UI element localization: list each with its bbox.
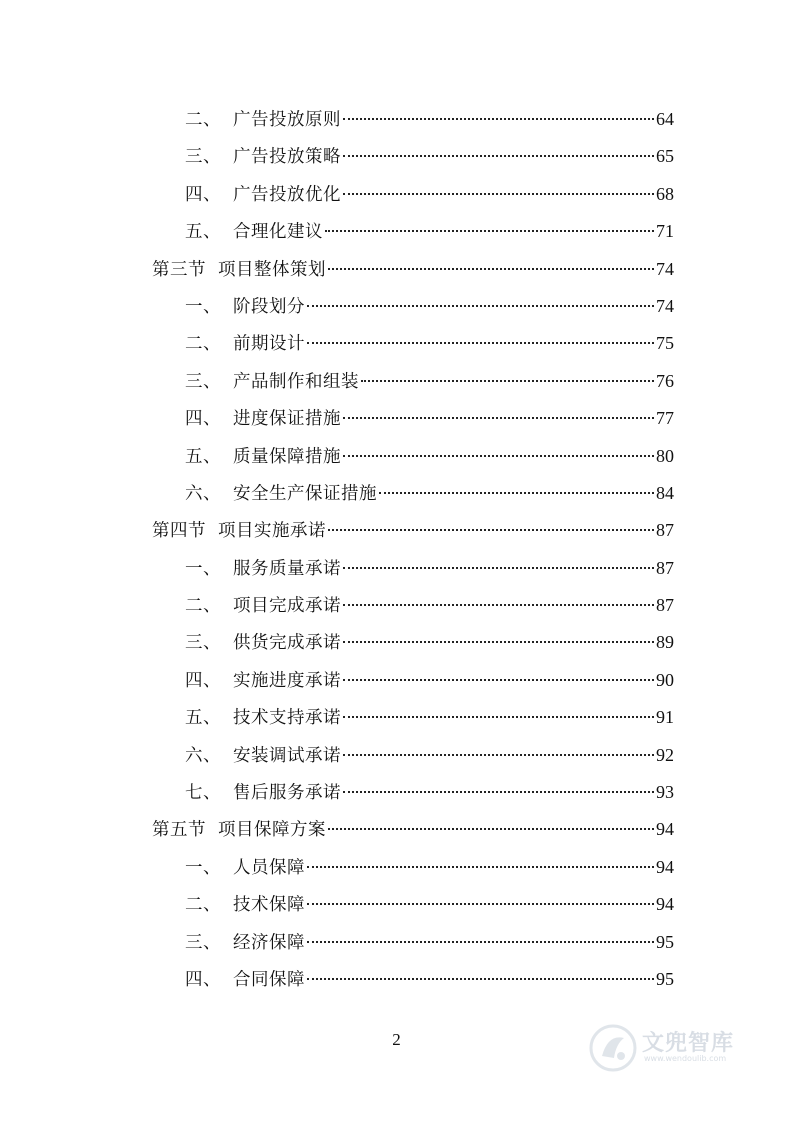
- toc-entry-number: 二、: [185, 334, 221, 355]
- toc-entry[interactable]: [152, 924, 674, 961]
- toc-entry-page: 64: [656, 109, 674, 129]
- toc-entry-number: 第四节: [152, 521, 206, 542]
- toc-dot-leader: [307, 978, 654, 980]
- toc-dot-leader: [343, 193, 654, 195]
- toc-entry-label: [185, 177, 341, 214]
- toc-entry[interactable]: [152, 213, 674, 250]
- toc-entry-number: 四、: [185, 670, 221, 691]
- toc-entry[interactable]: [152, 325, 674, 362]
- toc-entry-number: 二、: [185, 596, 221, 617]
- toc-entry-label: [185, 925, 305, 962]
- toc-dot-leader: [343, 118, 654, 120]
- toc-dot-leader: [328, 529, 654, 531]
- toc-entry-number: 三、: [185, 371, 221, 392]
- toc-entry-page: 87: [656, 520, 674, 541]
- toc-entry-label: [185, 289, 305, 326]
- toc-entry-title: 实施进度承诺: [233, 670, 341, 691]
- toc-entry-label: [185, 775, 341, 812]
- toc-entry-page: 84: [656, 482, 674, 503]
- toc-dot-leader: [325, 230, 654, 232]
- toc-entry-title: 技术支持承诺: [233, 708, 341, 729]
- toc-entry[interactable]: [152, 438, 674, 475]
- toc-entry-number: 第三节: [152, 259, 206, 280]
- toc-entry-title: 合同保障: [233, 969, 305, 990]
- toc-dot-leader: [343, 716, 654, 718]
- toc-dot-leader: [307, 941, 654, 943]
- toc-entry-label: [185, 214, 323, 251]
- toc-entry-number: 五、: [185, 446, 221, 467]
- toc-entry[interactable]: [152, 774, 674, 811]
- watermark-brand: 文兜智库: [642, 1031, 735, 1056]
- toc-entry-title: 产品制作和组装: [233, 371, 359, 392]
- toc-dot-leader: [343, 604, 654, 606]
- toc-entry-page: 77: [656, 408, 674, 429]
- toc-entry-label: [152, 513, 326, 550]
- toc-dot-leader: [328, 268, 654, 270]
- toc-section-entry[interactable]: [152, 251, 674, 288]
- toc-entry-page: 94: [656, 856, 674, 877]
- toc-entry-label: [185, 663, 341, 700]
- toc-dot-leader: [307, 866, 654, 868]
- toc-entry[interactable]: [152, 400, 674, 437]
- toc-entry-title: 项目完成承诺: [233, 596, 341, 617]
- toc-entry-title: 项目整体策划: [218, 259, 326, 280]
- toc-entry-page: 65: [656, 146, 674, 167]
- toc-dot-leader: [343, 791, 654, 793]
- toc-entry-number: 一、: [185, 857, 221, 878]
- toc-entry-label: [185, 625, 341, 662]
- toc-dot-leader: [361, 380, 654, 382]
- toc-dot-leader: [343, 567, 654, 569]
- toc-entry[interactable]: [152, 624, 674, 661]
- toc-entry-page: 95: [656, 968, 674, 989]
- toc-entry-number: 六、: [185, 483, 221, 504]
- toc-entry-title: 阶段划分: [233, 296, 305, 317]
- toc-entry-title: 广告投放原则: [233, 110, 341, 130]
- toc-entry-number: 第五节: [152, 820, 206, 841]
- toc-entry-number: 四、: [185, 969, 221, 990]
- toc-entry-page: 71: [656, 221, 674, 242]
- toc-entry-number: 四、: [185, 409, 221, 430]
- toc-entry-label: [185, 962, 305, 999]
- toc-entry-label: [185, 850, 305, 887]
- toc-entry-number: 三、: [185, 147, 221, 168]
- toc-entry-page: 94: [656, 894, 674, 915]
- toc-entry-number: 七、: [185, 783, 221, 804]
- toc-entry-page: 74: [656, 258, 674, 279]
- toc-entry-page: 75: [656, 333, 674, 354]
- toc-entry-label: [185, 887, 305, 924]
- toc-dot-leader: [307, 305, 654, 307]
- toc-entry-label: [185, 139, 341, 176]
- toc-entry-title: 人员保障: [233, 857, 305, 878]
- toc-entry-label: [152, 252, 326, 289]
- toc-entry-title: 售后服务承诺: [233, 783, 341, 804]
- toc-entry-title: 前期设计: [233, 334, 305, 355]
- toc-entry-number: 一、: [185, 296, 221, 317]
- toc-entry-label: [185, 700, 341, 737]
- toc-entry[interactable]: [152, 101, 674, 138]
- toc-entry-title: 项目实施承诺: [218, 521, 326, 542]
- page-number: 2: [392, 1030, 401, 1049]
- toc-dot-leader: [343, 641, 654, 643]
- toc-entry-title: 经济保障: [233, 932, 305, 953]
- toc-entry-title: 供货完成承诺: [233, 633, 341, 654]
- watermark: [588, 1020, 768, 1076]
- toc-entry-title: 广告投放策略: [233, 147, 341, 168]
- toc-entry-label: [185, 364, 359, 401]
- toc-entry[interactable]: [152, 886, 674, 923]
- toc-entry-label: [185, 551, 341, 588]
- toc-entry-label: [152, 812, 326, 849]
- toc-entry-title: 合理化建议: [233, 222, 323, 243]
- toc-entry-label: [185, 102, 341, 139]
- toc-entry-title: 质量保障措施: [233, 446, 341, 467]
- toc-entry-page: 95: [656, 931, 674, 952]
- toc-dot-leader: [328, 828, 654, 830]
- toc-entry[interactable]: [152, 138, 674, 175]
- toc-section-entry[interactable]: [152, 512, 674, 549]
- toc-entry-page: 87: [656, 557, 674, 578]
- toc-entry[interactable]: [152, 475, 674, 512]
- toc-entry-number: 三、: [185, 932, 221, 953]
- toc-dot-leader: [343, 155, 654, 157]
- toc-entry[interactable]: [152, 662, 674, 699]
- toc-entry-page: 92: [656, 744, 674, 765]
- toc-entry-page: 94: [656, 819, 674, 840]
- toc-entry-label: [185, 401, 341, 438]
- toc-dot-leader: [307, 903, 654, 905]
- toc-dot-leader: [343, 754, 654, 756]
- toc-entry-title: 安装调试承诺: [233, 745, 341, 766]
- toc-entry-label: [185, 588, 341, 625]
- toc-entry[interactable]: [152, 550, 674, 587]
- toc-entry-number: 五、: [185, 222, 221, 243]
- toc-entry-label: [185, 439, 341, 476]
- toc-entry[interactable]: [152, 961, 674, 998]
- toc-dot-leader: [343, 679, 654, 681]
- toc-dot-leader: [379, 492, 654, 494]
- toc-entry-title: 项目保障方案: [218, 820, 326, 841]
- toc-entry[interactable]: [152, 587, 674, 624]
- toc-entry-page: 76: [656, 370, 674, 391]
- toc-entry-title: 技术保障: [233, 895, 305, 916]
- toc-entry-number: 二、: [185, 110, 221, 130]
- toc-entry-page: 93: [656, 782, 674, 803]
- table-of-contents: [152, 101, 674, 998]
- toc-section-entry[interactable]: [152, 811, 674, 848]
- toc-entry-label: [185, 476, 377, 513]
- toc-entry[interactable]: [152, 363, 674, 400]
- toc-entry-page: 90: [656, 669, 674, 690]
- toc-entry-page: 89: [656, 632, 674, 653]
- toc-entry-label: [185, 326, 305, 363]
- toc-entry-label: [185, 738, 341, 775]
- toc-dot-leader: [343, 417, 654, 419]
- toc-entry[interactable]: [152, 288, 674, 325]
- toc-entry-page: 74: [656, 295, 674, 316]
- watermark-url: www.wendoulib.com: [644, 1054, 727, 1063]
- wendou-logo-icon: [588, 1020, 638, 1076]
- toc-entry-title: 服务质量承诺: [233, 558, 341, 579]
- toc-entry-title: 进度保证措施: [233, 409, 341, 430]
- toc-entry-number: 三、: [185, 633, 221, 654]
- toc-entry-title: 安全生产保证措施: [233, 483, 377, 504]
- toc-entry-number: 四、: [185, 184, 221, 205]
- toc-entry-page: 87: [656, 595, 674, 616]
- toc-dot-leader: [343, 455, 654, 457]
- toc-entry-page: 80: [656, 445, 674, 466]
- toc-entry-number: 二、: [185, 895, 221, 916]
- toc-entry-number: 五、: [185, 708, 221, 729]
- toc-dot-leader: [307, 342, 654, 344]
- toc-entry-page: 68: [656, 183, 674, 204]
- toc-entry[interactable]: [152, 699, 674, 736]
- toc-entry-page: 91: [656, 707, 674, 728]
- toc-entry-title: 广告投放优化: [233, 184, 341, 205]
- toc-entry-number: 六、: [185, 745, 221, 766]
- toc-entry[interactable]: [152, 849, 674, 886]
- toc-entry[interactable]: [152, 737, 674, 774]
- toc-entry[interactable]: [152, 176, 674, 213]
- toc-entry-number: 一、: [185, 558, 221, 579]
